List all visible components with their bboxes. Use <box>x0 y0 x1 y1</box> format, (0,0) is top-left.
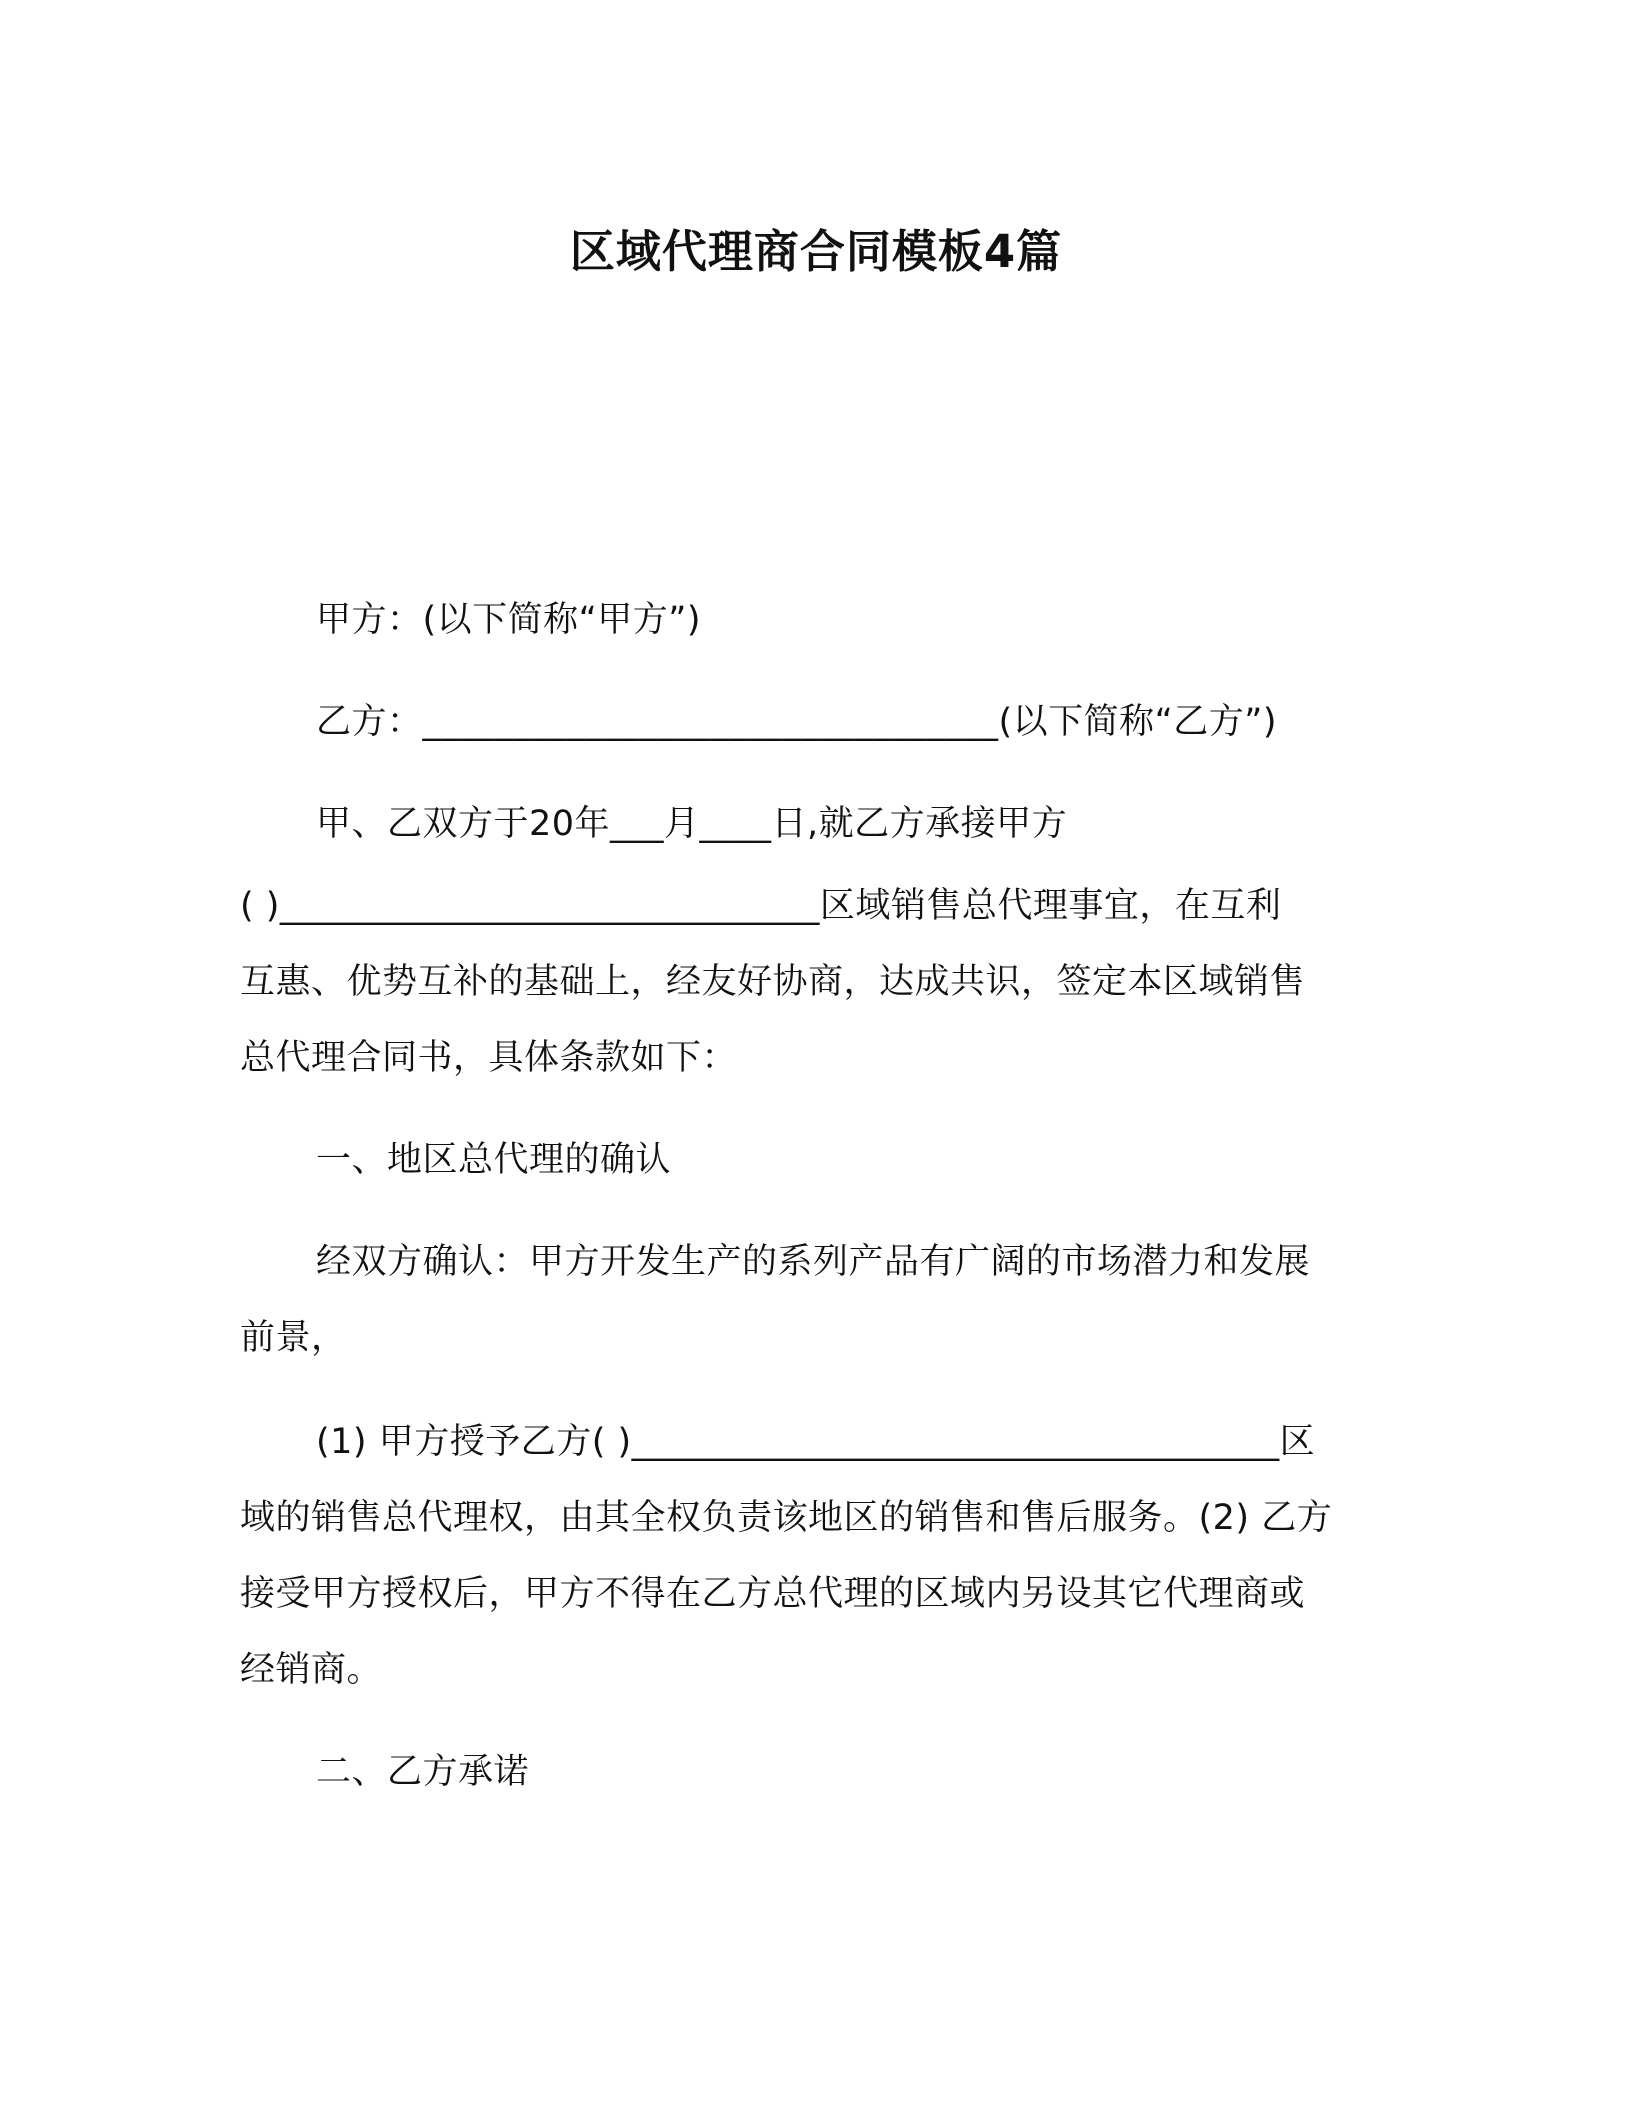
intro-paragraph-line-2: ( )______________________________区域销售总代理事宜，在互利 <box>240 886 1282 926</box>
intro-paragraph-line-3: 互惠、优势互补的基础上，经友好协商，达成共识，签定本区域销售 <box>240 962 1306 1002</box>
party-a-line: 甲方：(以下简称“甲方”) <box>316 600 702 640</box>
section-heading-1: 一、地区总代理的确认 <box>316 1140 672 1180</box>
clause-paragraph-line-2: 域的销售总代理权，由其全权负责该地区的销售和售后服务。(2) 乙方 <box>240 1498 1333 1538</box>
document-title: 区域代理商合同模板4篇 <box>569 225 1063 278</box>
section-heading-2: 二、乙方承诺 <box>316 1752 530 1792</box>
clause-paragraph-line-3: 接受甲方授权后，甲方不得在乙方总代理的区域内另设其它代理商或 <box>240 1574 1306 1614</box>
intro-paragraph-line-1: 甲、乙双方于20年___月____日,就乙方承接甲方 <box>316 804 1068 844</box>
intro-paragraph-line-4: 总代理合同书，具体条款如下： <box>240 1038 738 1078</box>
clause-paragraph-line-1: (1) 甲方授予乙方( )____________________________________区 <box>316 1422 1316 1462</box>
confirmation-paragraph-line-1: 经双方确认：甲方开发生产的系列产品有广阔的市场潜力和发展 <box>316 1242 1311 1282</box>
confirmation-paragraph-line-2: 前景， <box>240 1318 347 1358</box>
party-b-line: 乙方：________________________________(以下简称“乙方”) <box>316 702 1278 742</box>
clause-paragraph-line-4: 经销商。 <box>240 1650 383 1690</box>
